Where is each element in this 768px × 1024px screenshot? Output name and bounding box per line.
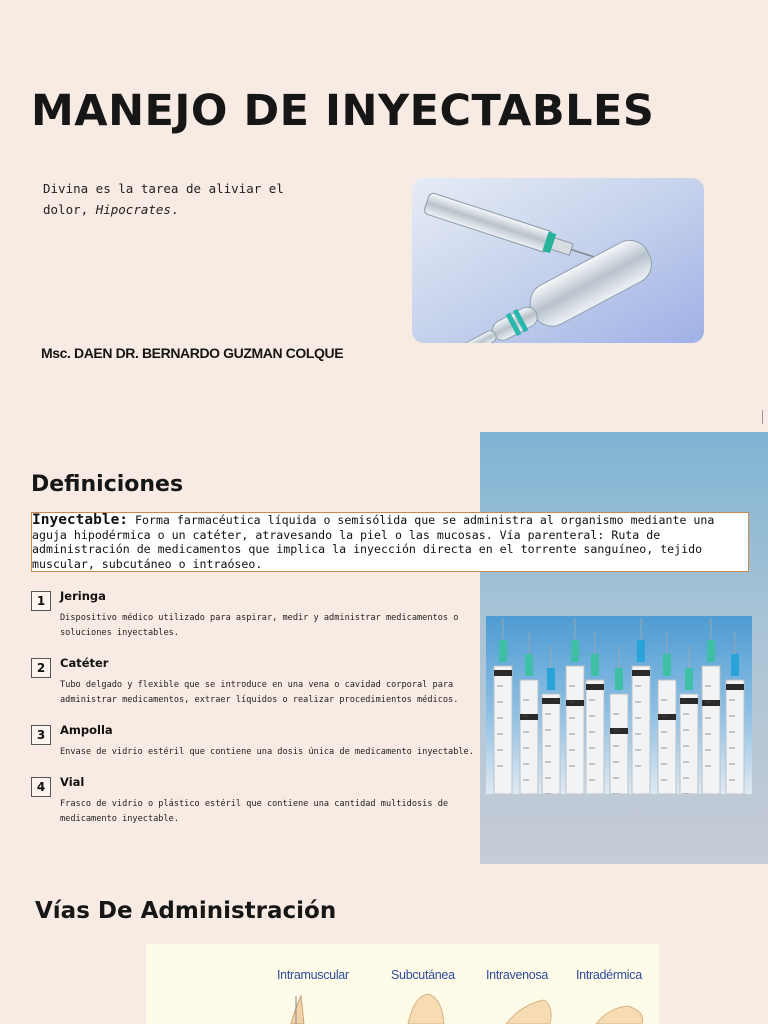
item-description: Frasco de vidrio o plástico estéril que contiene una cantidad multidosis de medicamento inyectable. (60, 799, 449, 824)
page-title: MANEJO DE INYECTABLES (31, 86, 655, 136)
definition-term: Inyectable: (32, 512, 129, 528)
item-title: Ampolla (60, 723, 113, 737)
item-number: 4 (31, 777, 51, 797)
syringes-row-image (486, 616, 752, 794)
definition-text: Forma farmacéutica líquida o semisólida que se administra al organismo mediante una aguja hipodérmica o un catéter, atravesando la piel o las mucosas. Vía parenteral: Ruta de administración de medicamentos que implica la inyección directa en el torrente sanguíneo, tejido muscular, subcutáneo o intraóseo. (32, 513, 715, 571)
route-label-intravenosa: Intravenosa (486, 968, 549, 982)
injection-routes-image (146, 944, 659, 1024)
quote-text: Divina es la tarea de aliviar el dolor, (43, 181, 284, 217)
definitions-heading: Definiciones (31, 472, 184, 497)
route-label-intradermica: Intradérmica (576, 968, 642, 982)
divider-mark (762, 410, 763, 424)
item-number: 1 (31, 591, 51, 611)
routes-heading: Vías De Administración (35, 898, 337, 924)
skin-illustration (146, 944, 659, 1024)
route-label-intramuscular: Intramuscular (277, 968, 349, 982)
hippocrates-quote (43, 178, 313, 220)
item-number: 3 (31, 725, 51, 745)
quote-punct: . (170, 202, 179, 217)
item-title: Vial (60, 775, 85, 789)
item-number: 2 (31, 658, 51, 678)
item-title: Jeringa (60, 589, 106, 603)
syringe-ampoule-image (412, 178, 704, 343)
item-description: Envase de vidrio estéril que contiene una dosis única de medicamento inyectable. (60, 747, 474, 757)
item-description: Dispositivo médico utilizado para aspirar, medir y administrar medicamentos o soluciones inyectables. (60, 613, 459, 638)
quote-author: Hipocrates (95, 202, 171, 217)
route-label-subcutanea: Subcutánea (391, 968, 455, 982)
definition-box (31, 512, 749, 572)
presenter-name: Msc. DAEN DR. BERNARDO GUZMAN COLQUE (41, 345, 344, 361)
item-description: Tubo delgado y flexible que se introduce en una vena o cavidad corporal para administrar medicamentos, extraer líquidos o realizar procedimientos médicos. (60, 680, 459, 705)
item-title: Catéter (60, 656, 109, 670)
